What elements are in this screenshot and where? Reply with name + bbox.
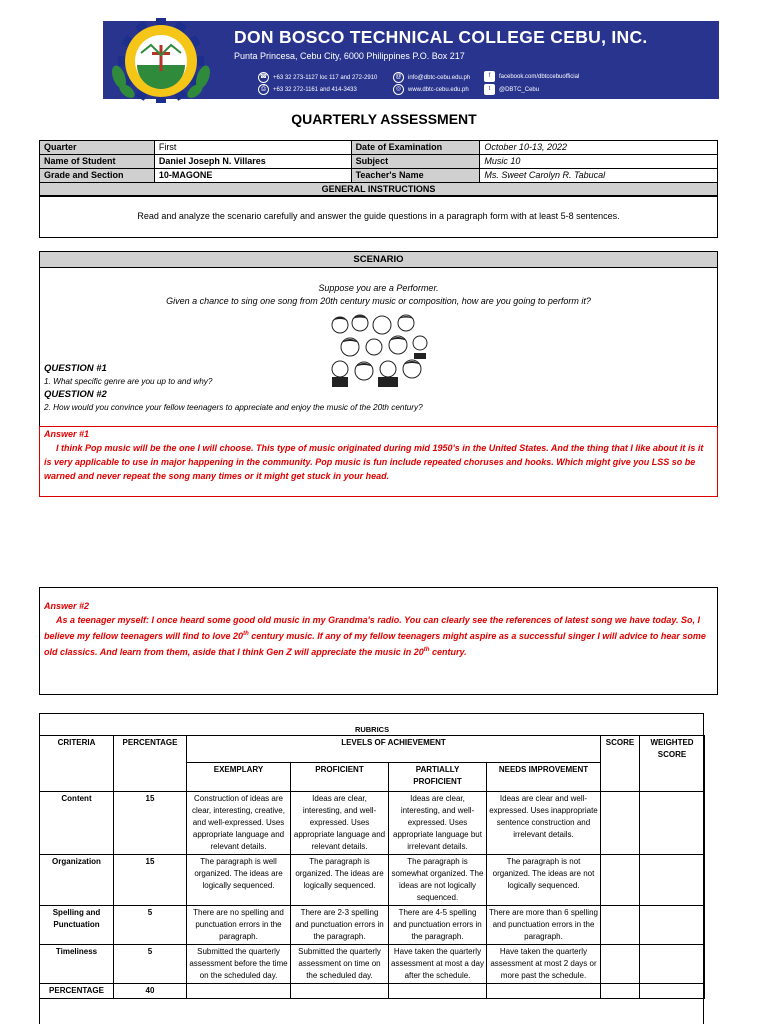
needs-cell: Ideas are clear and well-expressed. Uses inappropriate sentence construction and irrelevant details.	[487, 792, 601, 855]
contact-email: @ info@dbtc-cebu.edu.ph	[393, 72, 470, 83]
criteria-cell: Organization	[40, 855, 114, 906]
partial-cell: There are 4-5 spelling and punctuation errors in the paragraph.	[389, 906, 487, 945]
scenario-heading: SCENARIO	[39, 251, 718, 268]
table-row	[40, 906, 705, 945]
subject-label: Subject	[351, 155, 480, 169]
quarter-label: Quarter	[40, 141, 155, 155]
percentage-cell: 5	[114, 945, 187, 984]
contact-website: ◎ www.dbtc-cebu.edu.ph	[393, 84, 469, 95]
criteria-header: CRITERIA	[40, 736, 114, 792]
email-icon: @	[393, 72, 404, 83]
score-header: SCORE	[601, 736, 640, 792]
partial-cell	[389, 984, 487, 999]
table-row	[40, 945, 705, 984]
needs-cell: There are more than 6 spelling and punctuation errors in the paragraph.	[487, 906, 601, 945]
student-value: Daniel Joseph N. Villares	[154, 155, 351, 169]
proficient-cell: Submitted the quarterly assessment on time on the scheduled day.	[291, 945, 389, 984]
score-cell	[601, 945, 640, 984]
score-cell	[601, 792, 640, 855]
percentage-cell: 15	[114, 792, 187, 855]
scenario-box	[39, 267, 718, 427]
date-value: October 10-13, 2022	[480, 141, 718, 155]
weighted-score-cell	[640, 984, 705, 999]
fax-icon: ⎙	[258, 84, 269, 95]
student-info-table	[39, 140, 718, 197]
percentage-cell: 15	[114, 855, 187, 906]
table-row	[40, 169, 718, 183]
weighted-score-cell	[640, 792, 705, 855]
exemplary-cell: There are no spelling and punctuation errors in the paragraph.	[187, 906, 291, 945]
table-row	[40, 141, 718, 155]
document-title: QUARTERLY ASSESSMENT	[291, 111, 477, 127]
facebook-icon: f	[484, 71, 495, 82]
table-row	[40, 792, 705, 855]
exemplary-cell: Construction of ideas are clear, interesting, creative, and well-expressed. Uses appropriate language and relevant details.	[187, 792, 291, 855]
composers-illustration	[328, 313, 430, 387]
weighted-score-cell	[640, 906, 705, 945]
scenario-line-2: Given a chance to sing one song from 20th century music or composition, how are you going to perform it?	[166, 296, 591, 306]
exemplary-cell: The paragraph is well organized. The ideas are logically sequenced.	[187, 855, 291, 906]
instructions-heading: GENERAL INSTRUCTIONS	[40, 183, 718, 197]
subject-value: Music 10	[480, 155, 718, 169]
grade-label: Grade and Section	[40, 169, 155, 183]
answer-1-label: Answer #1	[44, 429, 90, 439]
answer-1-text: I think Pop music will be the one I will choose. This type of music originated during mid 1950's in the United States. And the thing that I like about it is it is very applicable to use in major happening in the community. Pop music is fun include repeated choruses and hooks. Which might give you LSS so be warned and never repeat the song many times or it might get stuck in your head.	[44, 443, 704, 481]
table-row	[40, 736, 705, 763]
instructions-text: Read and analyze the scenario carefully and answer the guide questions in a paragraph form with at least 5-8 sentences.	[39, 195, 718, 238]
contact-twitter: t @DBTC_Cebu	[484, 84, 539, 95]
partial-cell: The paragraph is somewhat organized. The ideas are not logically sequenced.	[389, 855, 487, 906]
quarter-value: First	[154, 141, 351, 155]
grade-value: 10-MAGONE	[154, 169, 351, 183]
question-2-label: QUESTION #2	[44, 389, 107, 400]
contact-facebook: f facebook.com/dbtccebuofficial	[484, 71, 579, 82]
score-cell	[601, 906, 640, 945]
weighted-score-cell	[640, 945, 705, 984]
weighted-score-header: WEIGHTED SCORE	[640, 736, 705, 792]
needs-cell: Have taken the quarterly assessment at most 2 days or more past the schedule.	[487, 945, 601, 984]
score-cell	[601, 984, 640, 999]
exemplary-cell: Submitted the quarterly assessment before the time on the scheduled day.	[187, 945, 291, 984]
answer-2-label: Answer #2	[44, 601, 90, 611]
table-row	[40, 155, 718, 169]
needs-cell	[487, 984, 601, 999]
contact-phone-2: ⎙ +63 32 272-1161 and 414-3433	[258, 84, 357, 95]
school-name: DON BOSCO TECHNICAL COLLEGE CEBU, INC.	[234, 27, 648, 47]
proficient-cell: There are 2-3 spelling and punctuation errors in the paragraph.	[291, 906, 389, 945]
percentage-header: PERCENTAGE	[114, 736, 187, 792]
question-1-label: QUESTION #1	[44, 363, 107, 374]
exemplary-header: EXEMPLARY	[187, 763, 291, 792]
rubrics-table	[39, 724, 705, 999]
rubrics-title: RUBRICS	[354, 725, 390, 734]
score-cell	[601, 855, 640, 906]
teacher-value: Ms. Sweet Carolyn R. Tabucal	[480, 169, 718, 183]
school-seal-logo	[107, 17, 215, 103]
phone-icon: ☎	[258, 72, 269, 83]
needs-cell: The paragraph is not organized. The ideas are not logically sequenced.	[487, 855, 601, 906]
needs-improvement-header: NEEDS IMPROVEMENT	[487, 763, 601, 792]
criteria-cell: Content	[40, 792, 114, 855]
percentage-cell: 5	[114, 906, 187, 945]
question-1-text: 1. What specific genre are you up to and why?	[44, 377, 213, 386]
answer-2-text: As a teenager myself: I once heard some good old music in my Grandma's radio. You can clearly see the references of latest song we have today. So, I believe my fellow teenagers will find to love 20th century music. If any of my fellow teenagers might aspire as a successful singer I will advice to hear some old classics. And learn from them, aside that I think Gen Z will appreciate the music in 20th century.	[44, 615, 706, 657]
criteria-cell: PERCENTAGE	[40, 984, 114, 999]
criteria-cell: Spelling and Punctuation	[40, 906, 114, 945]
proficient-cell	[291, 984, 389, 999]
table-row	[40, 984, 705, 999]
levels-header: LEVELS OF ACHIEVEMENT	[187, 736, 601, 763]
answer-2-box	[39, 587, 718, 695]
answer-1-box	[39, 426, 718, 497]
percentage-cell: 40	[114, 984, 187, 999]
school-address: Punta Princesa, Cebu City, 6000 Philippines P.O. Box 217	[234, 51, 465, 61]
question-2-text: 2. How would you convince your fellow teenagers to appreciate and enjoy the music of the 20th century?	[44, 403, 423, 412]
teacher-label: Teacher's Name	[351, 169, 480, 183]
table-row	[40, 724, 705, 736]
school-header-banner	[103, 21, 719, 99]
proficient-cell: Ideas are clear, interesting, and well-expressed. Uses appropriate language and relevant details.	[291, 792, 389, 855]
student-label: Name of Student	[40, 155, 155, 169]
globe-icon: ◎	[393, 84, 404, 95]
partially-proficient-header: PARTIALLY PROFICIENT	[389, 763, 487, 792]
partial-cell: Have taken the quarterly assessment at most a day after the schedule.	[389, 945, 487, 984]
date-label: Date of Examination	[351, 141, 480, 155]
proficient-header: PROFICIENT	[291, 763, 389, 792]
criteria-cell: Timeliness	[40, 945, 114, 984]
proficient-cell: The paragraph is organized. The ideas are logically sequenced.	[291, 855, 389, 906]
table-row	[40, 855, 705, 906]
weighted-score-cell	[640, 855, 705, 906]
twitter-icon: t	[484, 84, 495, 95]
exemplary-cell	[187, 984, 291, 999]
contact-phone-1: ☎ +63 32 273-1127 loc 117 and 272-2910	[258, 72, 377, 83]
partial-cell: Ideas are clear, interesting, and well-expressed. Uses appropriate language but irrelevant details.	[389, 792, 487, 855]
scenario-line-1: Suppose you are a Performer.	[318, 283, 439, 293]
